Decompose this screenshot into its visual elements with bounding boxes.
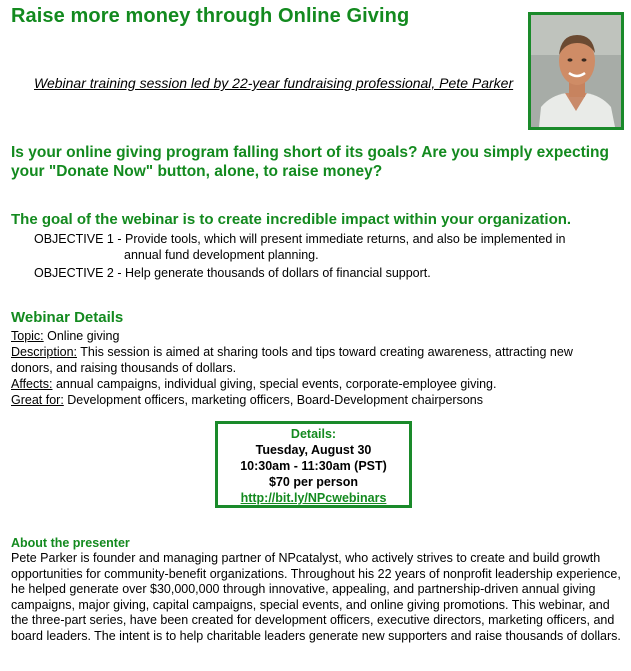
detail-value: Development officers, marketing officers, Board-Development chairpersons bbox=[63, 393, 483, 407]
detail-value: annual campaigns, individual giving, special events, corporate-employee giving. bbox=[52, 377, 497, 391]
about-heading: About the presenter bbox=[11, 536, 130, 550]
subtitle: Webinar training session led by 22-year fundraising professional, Pete Parker bbox=[34, 75, 514, 91]
webinar-details bbox=[11, 328, 611, 408]
page-title: Raise more money through Online Giving bbox=[11, 5, 410, 27]
intro-question: Is your online giving program falling short of its goals? Are you simply expecting your "Donate Now" button, alone, to raise money? bbox=[11, 144, 609, 180]
about-body: Pete Parker is founder and managing partner of NPcatalyst, who actively strives to create and build growth opportunities for community-benefit organizations. Throughout his 22 years of nonprofit leadership experience, he helped generate over $30,000,000 through innovative, appealing, and partnership-driven annual giving campaigns, major giving, capital campaigns, special events, and online giving promotions. This webinar, and the three-part series, have been created for development officers, executive directors, marketing officers, and board leaders. The intent is to help charitable leaders generate new supporters and raise thousands of dollars. bbox=[11, 551, 621, 643]
event-price: $70 per person bbox=[269, 475, 358, 489]
objective-continuation: annual fund development planning. bbox=[124, 248, 319, 262]
objective-text: OBJECTIVE 2 - Help generate thousands of dollars of financial support. bbox=[34, 266, 431, 280]
objective-text: OBJECTIVE 1 - Provide tools, which will present immediate returns, and also be implemented in bbox=[34, 232, 566, 246]
detail-label: Description: bbox=[11, 345, 77, 359]
detail-value: Online giving bbox=[43, 329, 120, 343]
detail-description bbox=[11, 344, 611, 376]
detail-label: Topic: bbox=[11, 329, 44, 343]
detail-great-for bbox=[11, 392, 611, 408]
detail-value: This session is aimed at sharing tools and tips toward creating awareness, attracting new donors, and raising thousands of dollars. bbox=[11, 345, 573, 375]
presenter-portrait bbox=[531, 15, 621, 127]
objective-item bbox=[34, 265, 594, 281]
objectives-list bbox=[34, 231, 594, 281]
event-details-box bbox=[215, 421, 412, 508]
webinar-details-heading: Webinar Details bbox=[11, 309, 124, 326]
detail-label: Affects: bbox=[11, 377, 53, 391]
event-time: 10:30am - 11:30am (PST) bbox=[240, 459, 387, 473]
event-date: Tuesday, August 30 bbox=[255, 443, 372, 457]
detail-topic bbox=[11, 328, 611, 344]
detail-label: Great for: bbox=[11, 393, 64, 407]
registration-link[interactable]: http://bit.ly/NPcwebinars bbox=[240, 491, 387, 505]
objective-item bbox=[34, 231, 594, 263]
presenter-photo bbox=[528, 12, 624, 130]
goal-heading: The goal of the webinar is to create incredible impact within your organization. bbox=[11, 211, 572, 228]
event-details-heading: Details: bbox=[290, 427, 337, 441]
detail-affects bbox=[11, 376, 611, 392]
